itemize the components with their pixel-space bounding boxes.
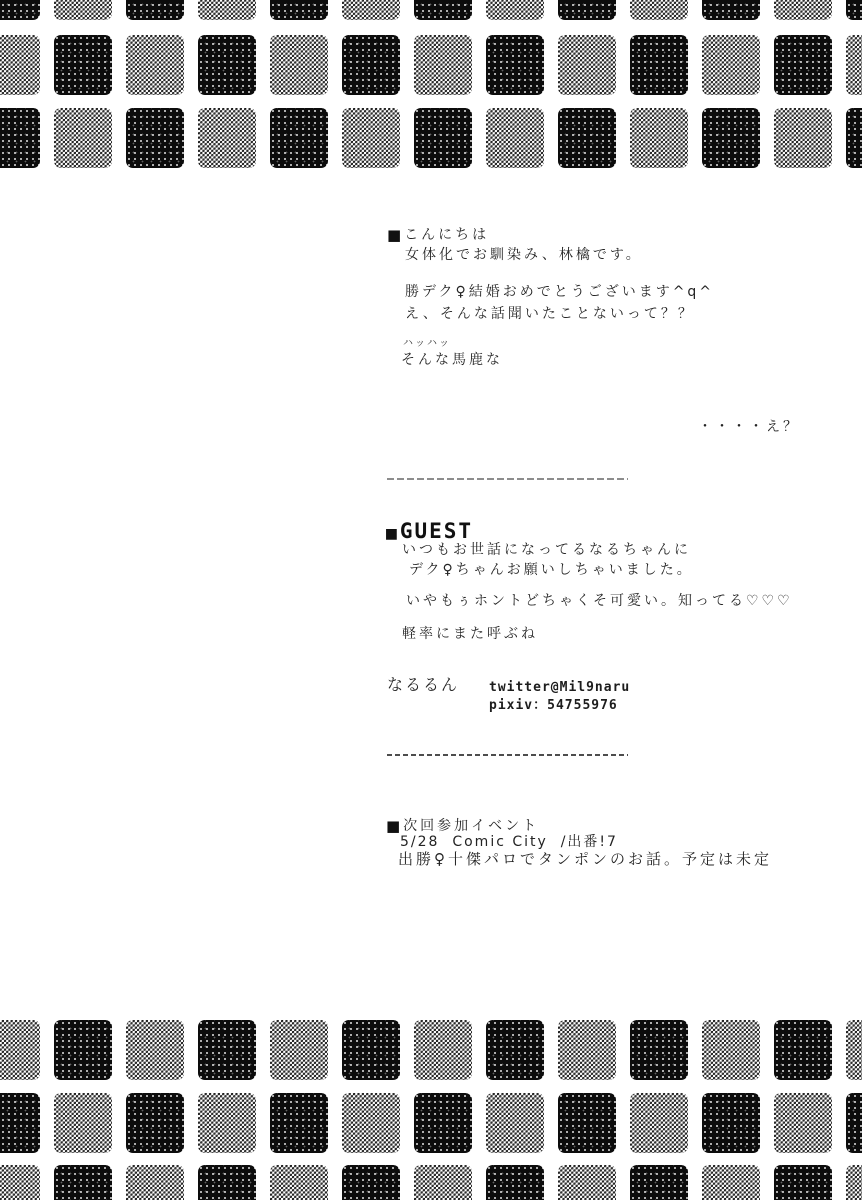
dashed-divider-2 bbox=[387, 754, 628, 756]
halftone-square bbox=[486, 1165, 544, 1200]
halftone-square bbox=[774, 108, 832, 168]
guest-line-1: いつもお世話になってるなるちゃんに bbox=[402, 542, 691, 558]
halftone-square bbox=[342, 0, 400, 20]
halftone-square bbox=[198, 0, 256, 20]
halftone-square bbox=[198, 1165, 256, 1200]
halftone-square bbox=[0, 108, 40, 168]
event-heading bbox=[386, 817, 539, 834]
halftone-square bbox=[0, 0, 40, 20]
halftone-square bbox=[486, 1093, 544, 1153]
checkerboard-pattern-top bbox=[0, 0, 862, 170]
greeting-title: こんにちは bbox=[404, 227, 490, 243]
event-detail-line: 出勝♀十傑パロでタンポンのお話。予定は未定 bbox=[398, 850, 772, 868]
halftone-square bbox=[702, 1165, 760, 1200]
halftone-square bbox=[414, 35, 472, 95]
guest-heading bbox=[386, 519, 473, 544]
halftone-square bbox=[126, 1020, 184, 1080]
greeting-line-1: 女体化でお馴染み、林檎です。 bbox=[405, 247, 643, 263]
guest-artist-name: なるるん bbox=[387, 675, 460, 694]
halftone-square bbox=[126, 1093, 184, 1153]
halftone-square bbox=[54, 1165, 112, 1200]
halftone-square bbox=[486, 0, 544, 20]
greeting-heading bbox=[387, 226, 489, 243]
halftone-square bbox=[270, 1020, 328, 1080]
halftone-square bbox=[630, 1020, 688, 1080]
halftone-square bbox=[414, 1165, 472, 1200]
halftone-square bbox=[54, 1020, 112, 1080]
greeting-line-3: え、そんな話聞いたことないって？？ bbox=[405, 306, 695, 322]
halftone-square bbox=[630, 0, 688, 20]
halftone-square bbox=[702, 108, 760, 168]
guest-line-3: いやもぅホントどちゃくそ可愛い。知ってる♡♡♡ bbox=[406, 593, 793, 609]
guest-line-2: デク♀ちゃんお願いしちゃいました。 bbox=[409, 562, 694, 578]
halftone-square bbox=[54, 0, 112, 20]
halftone-square bbox=[198, 35, 256, 95]
halftone-square bbox=[846, 1020, 862, 1080]
section-bullet-icon: ■ bbox=[386, 523, 397, 544]
halftone-square bbox=[846, 1093, 862, 1153]
halftone-square bbox=[630, 1093, 688, 1153]
halftone-square bbox=[198, 1020, 256, 1080]
halftone-square bbox=[54, 108, 112, 168]
section-bullet-icon: ■ bbox=[386, 817, 401, 835]
halftone-square bbox=[270, 108, 328, 168]
halftone-square bbox=[126, 35, 184, 95]
halftone-square bbox=[486, 35, 544, 95]
halftone-square bbox=[630, 108, 688, 168]
halftone-square bbox=[846, 35, 862, 95]
guest-twitter-handle: twitter@Mil9naru bbox=[489, 680, 631, 695]
halftone-square bbox=[0, 1020, 40, 1080]
halftone-square bbox=[558, 0, 616, 20]
halftone-square bbox=[126, 108, 184, 168]
halftone-square bbox=[702, 0, 760, 20]
greeting-line-2: 勝デク♀結婚おめでとうございます^q^ bbox=[405, 284, 715, 300]
greeting-laugh: ハッハッ bbox=[403, 338, 451, 349]
halftone-square bbox=[198, 1093, 256, 1153]
event-date-line: 5/28 Comic City /出番!7 bbox=[400, 834, 618, 850]
halftone-square bbox=[558, 35, 616, 95]
guest-line-4: 軽率にまた呼ぶね bbox=[402, 626, 538, 642]
halftone-square bbox=[0, 1093, 40, 1153]
section-bullet-icon: ■ bbox=[387, 226, 402, 244]
halftone-square bbox=[846, 0, 862, 20]
halftone-square bbox=[558, 1020, 616, 1080]
halftone-square bbox=[774, 35, 832, 95]
halftone-square bbox=[702, 1093, 760, 1153]
halftone-square bbox=[630, 35, 688, 95]
halftone-square bbox=[558, 108, 616, 168]
halftone-square bbox=[774, 0, 832, 20]
guest-title: GUEST bbox=[399, 519, 474, 543]
halftone-square bbox=[414, 108, 472, 168]
halftone-square bbox=[558, 1165, 616, 1200]
guest-pixiv-id: pixiv：54755976 bbox=[489, 698, 618, 713]
halftone-square bbox=[342, 1093, 400, 1153]
halftone-square bbox=[774, 1165, 832, 1200]
halftone-square bbox=[54, 35, 112, 95]
halftone-square bbox=[702, 35, 760, 95]
halftone-square bbox=[126, 1165, 184, 1200]
halftone-square bbox=[414, 1093, 472, 1153]
halftone-square bbox=[342, 108, 400, 168]
greeting-line-4: そんな馬鹿な bbox=[401, 352, 503, 368]
halftone-square bbox=[126, 0, 184, 20]
halftone-square bbox=[486, 1020, 544, 1080]
halftone-square bbox=[486, 108, 544, 168]
halftone-square bbox=[414, 1020, 472, 1080]
halftone-square bbox=[630, 1165, 688, 1200]
halftone-square bbox=[774, 1093, 832, 1153]
halftone-square bbox=[846, 1165, 862, 1200]
halftone-square bbox=[342, 35, 400, 95]
halftone-square bbox=[270, 1165, 328, 1200]
halftone-square bbox=[54, 1093, 112, 1153]
halftone-square bbox=[270, 35, 328, 95]
halftone-square bbox=[270, 1093, 328, 1153]
halftone-square bbox=[846, 108, 862, 168]
halftone-square bbox=[342, 1020, 400, 1080]
halftone-square bbox=[558, 1093, 616, 1153]
halftone-square bbox=[0, 1165, 40, 1200]
halftone-square bbox=[198, 108, 256, 168]
event-title: 次回参加イベント bbox=[403, 818, 540, 834]
halftone-square bbox=[0, 35, 40, 95]
greeting-aside: ・・・・え？ bbox=[698, 419, 800, 435]
halftone-square bbox=[774, 1020, 832, 1080]
dashed-divider-1 bbox=[387, 478, 628, 480]
halftone-square bbox=[702, 1020, 760, 1080]
halftone-square bbox=[342, 1165, 400, 1200]
halftone-square bbox=[414, 0, 472, 20]
checkerboard-pattern-bottom bbox=[0, 1014, 862, 1200]
halftone-square bbox=[270, 0, 328, 20]
